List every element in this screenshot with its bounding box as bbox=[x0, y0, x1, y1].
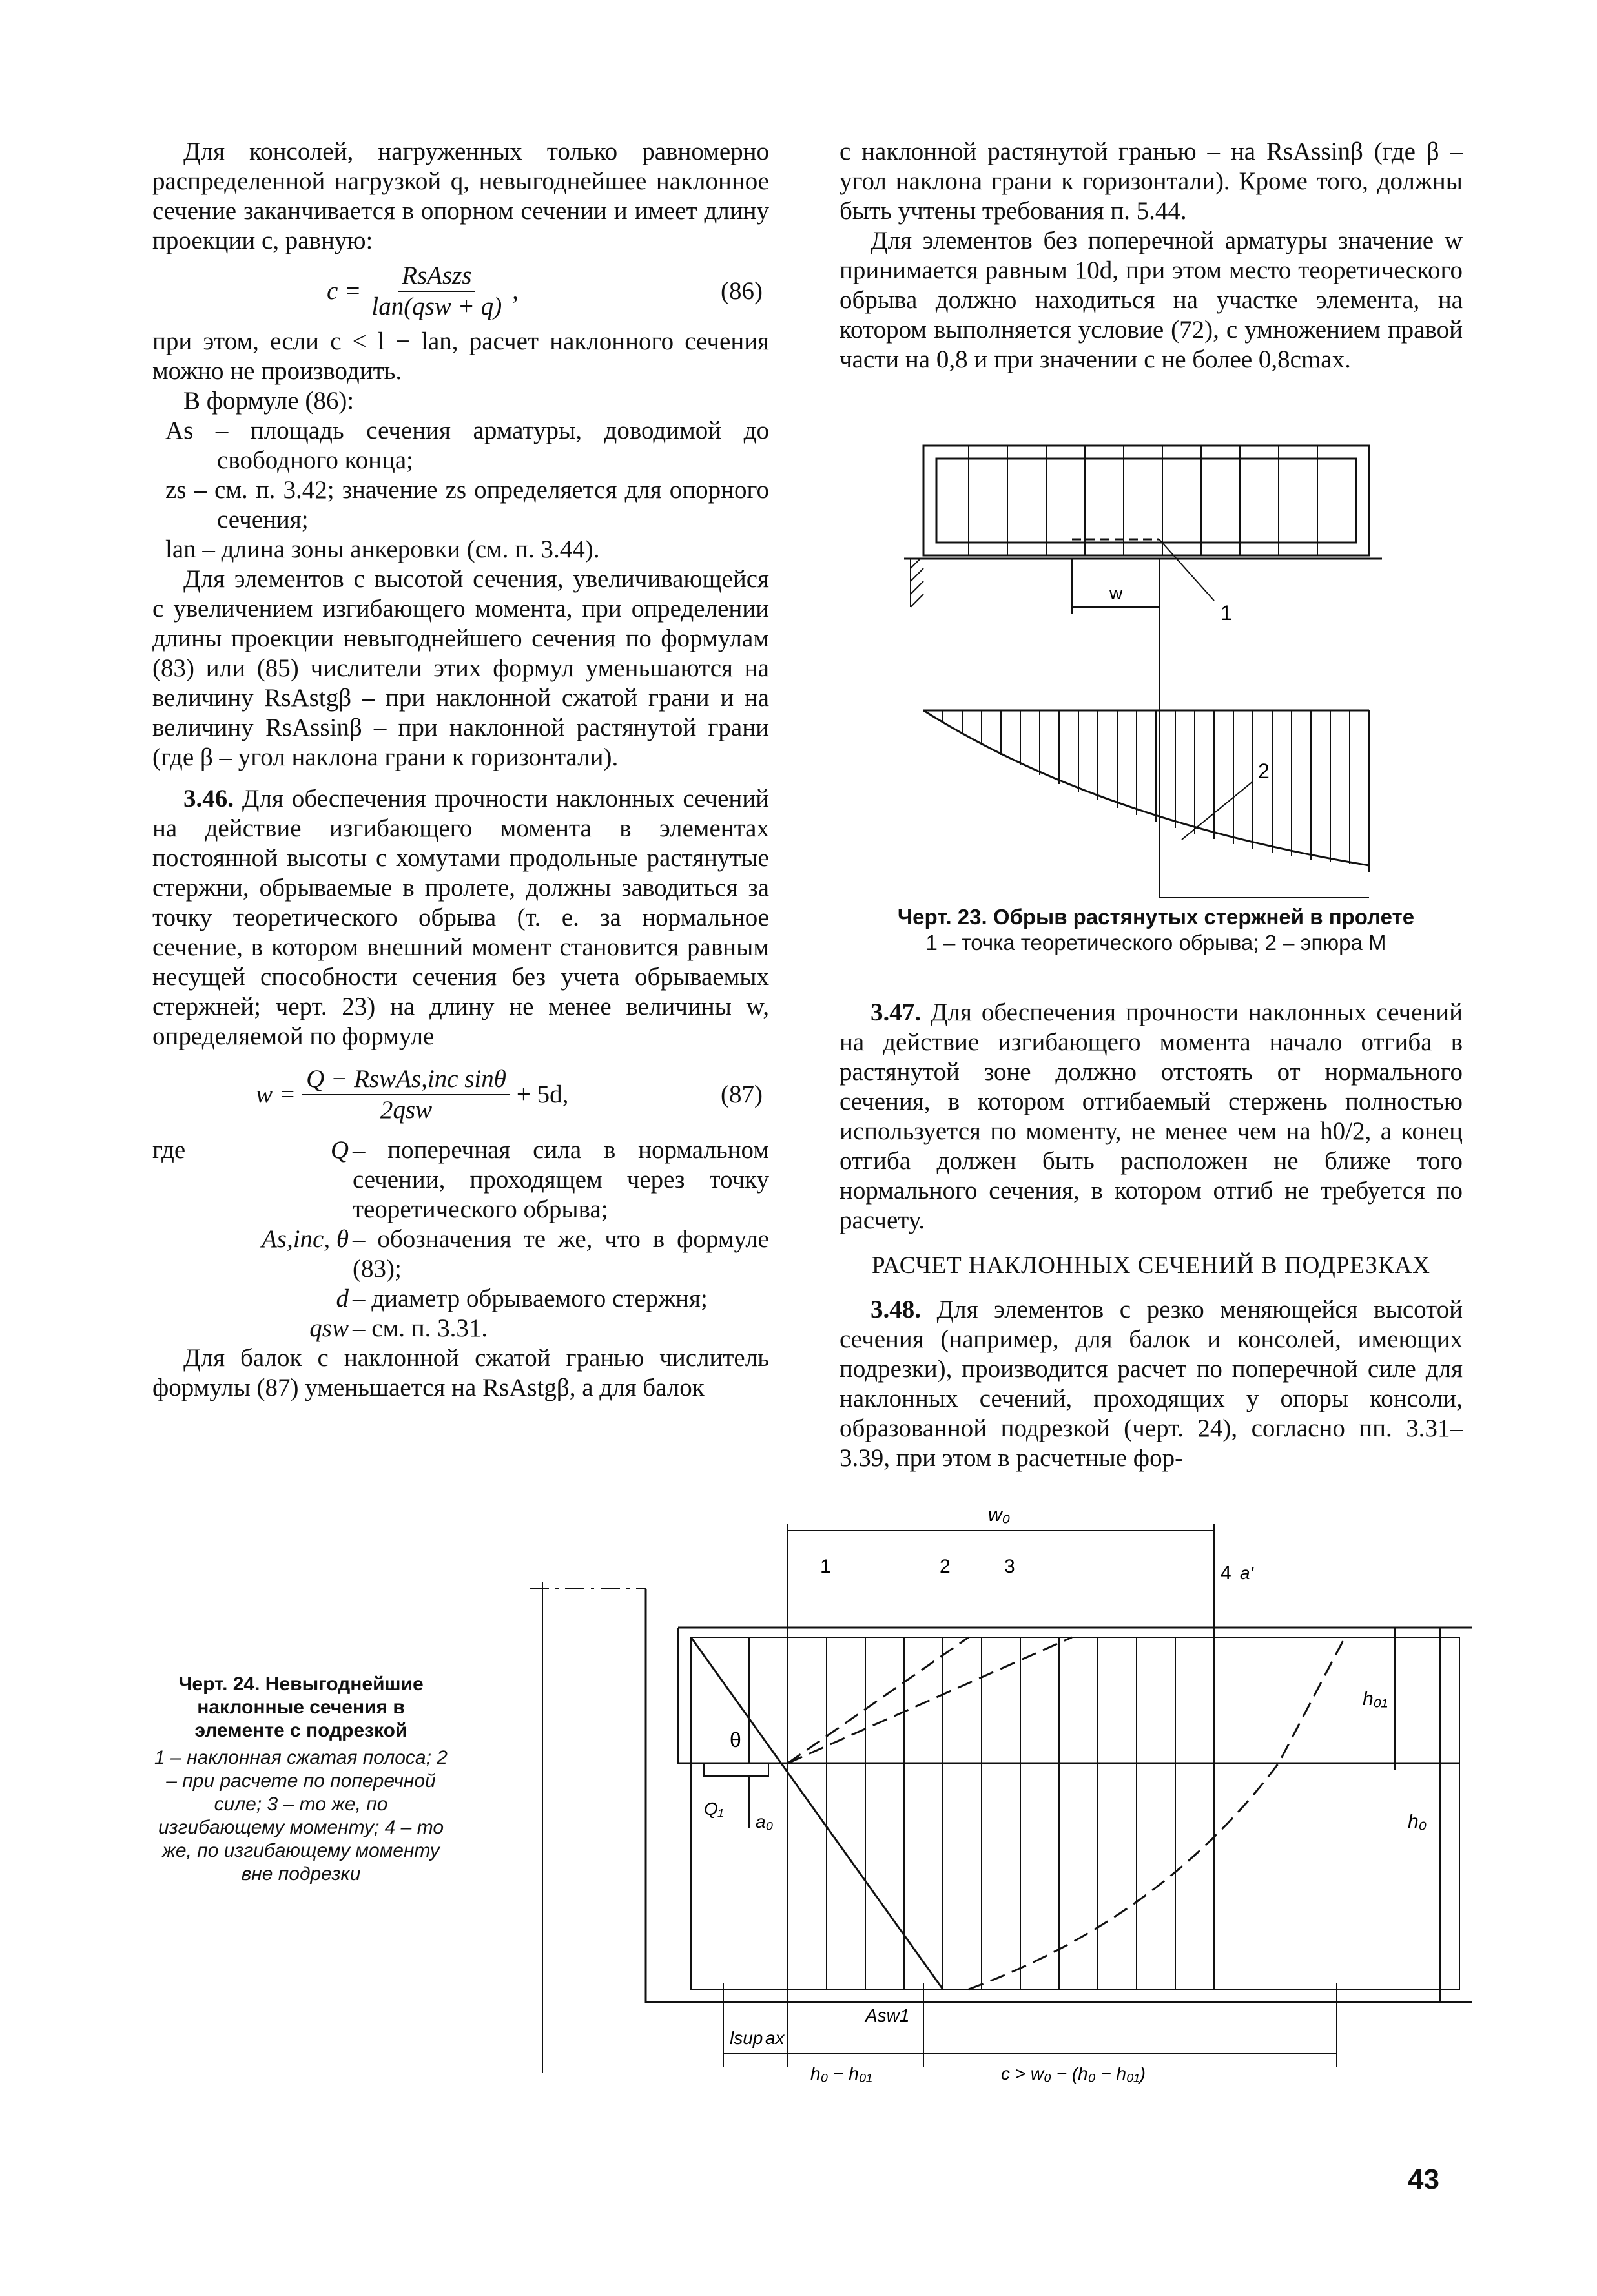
formula-number: (86) bbox=[721, 277, 763, 305]
label-a-prime: a' bbox=[1240, 1563, 1253, 1583]
label-Asw1: Asw1 bbox=[865, 2005, 910, 2025]
compressed-strut bbox=[691, 1637, 943, 1989]
label-lsup: lsup bbox=[730, 2028, 763, 2048]
where-text: – диаметр обрываемого стержня; bbox=[353, 1285, 708, 1312]
label-1: 1 bbox=[820, 1556, 831, 1577]
paragraph: при этом, если c < l − lan, расчет наклонного сечения можно не производить. bbox=[152, 327, 769, 385]
formula-86 bbox=[152, 261, 769, 322]
section-4 bbox=[969, 1640, 1343, 1989]
label-h0-h01: h₀ − h₀₁ bbox=[810, 2063, 872, 2084]
label-h0: h₀ bbox=[1408, 1811, 1427, 1832]
label-w: w bbox=[1109, 583, 1123, 603]
leader-2 bbox=[1182, 781, 1253, 840]
paragraph-3-47 bbox=[840, 998, 1463, 1236]
where-text: – поперечная сила в нормальном сечении, проходящем через точку теоретического обрыва; bbox=[353, 1136, 769, 1223]
section-heading: РАСЧЕТ НАКЛОННЫХ СЕЧЕНИЙ В ПОДРЕЗКАХ bbox=[872, 1252, 1430, 1279]
support bbox=[911, 559, 923, 607]
label-c: c > w₀ − (h₀ − h₀₁) bbox=[1001, 2063, 1146, 2084]
formula-lhs: c = bbox=[327, 277, 362, 305]
paragraph: Для элементов без поперечной арматуры значение w принимается равным 10d, при этом место теоретического обрыва должно находиться на участке элемента, на котором выполняется условие (72), с умножением правой части на 0,8 и при значении c не более 0,8cmax. bbox=[840, 227, 1463, 373]
formula-tail: + 5d, bbox=[516, 1081, 569, 1108]
label-a0: a₀ bbox=[756, 1812, 774, 1832]
section-3 bbox=[788, 1637, 1072, 1763]
formula-87 bbox=[152, 1064, 769, 1125]
definition-item: lan – длина зоны анкеровки (см. п. 3.44). bbox=[165, 535, 600, 563]
clause-number: 3.47. bbox=[871, 998, 921, 1026]
clause-text: Для обеспечения прочности наклонных сечений на действие изгибающего момента в элементах постоянной высоты с хомутами продольные растянутые стержни, обрываемые в пролете, должны заводиться за точку теоретического обрыва (т. е. за нормальное сечение, в котором внешний момент становится равным несущей способности сечения без учета обрываемых стержней; черт. 23) на длину не менее величины w, определяемой по формуле bbox=[152, 785, 769, 1050]
paragraph: Для консолей, нагруженных только равномерно распределенной нагрузкой q, невыгоднейшее наклонное сечение заканчивается в опорном сечении и имеет длину проекции c, равную: bbox=[152, 138, 769, 254]
where-text: – см. п. 3.31. bbox=[353, 1314, 488, 1342]
figure-23 bbox=[904, 420, 1421, 898]
formula-lhs: w = bbox=[256, 1081, 296, 1108]
paragraph: Для балок с наклонной сжатой гранью числитель формулы (87) уменьшается на RsAstgβ, а для балок bbox=[152, 1344, 769, 1401]
right-column-lower bbox=[840, 998, 1463, 1473]
paragraph: В формуле (86): bbox=[183, 387, 355, 415]
label-w0: w₀ bbox=[988, 1505, 1011, 1525]
caption-text: 1 – точка теоретического обрыва; 2 – эпюра M bbox=[925, 931, 1386, 955]
where-label: где bbox=[152, 1136, 186, 1164]
fraction bbox=[367, 261, 506, 322]
paragraph-3-48 bbox=[840, 1295, 1463, 1473]
label-3: 3 bbox=[1004, 1556, 1015, 1577]
paragraph: Для элементов с высотой сечения, увеличивающейся с увеличением изгибающего момента, при определении длины проекции невыгоднейшего сечения по формулам (83) или (85) числители этих формул уменьшаются на величину RsAstgβ – при наклонной сжатой грани и на величину RsAssinβ – при наклонной растянутой грани (где β – угол наклона грани к горизонтали). bbox=[152, 565, 769, 771]
figure-24-caption bbox=[152, 1673, 449, 1886]
section-2 bbox=[788, 1637, 969, 1763]
label-theta: θ bbox=[730, 1728, 741, 1752]
where-text: – обозначения те же, что в формуле (83); bbox=[353, 1225, 769, 1283]
stirrups bbox=[749, 1637, 1214, 1989]
caption-title: Черт. 23. Обрыв растянутых стержней в пролете bbox=[897, 905, 1415, 929]
where-symbol: d bbox=[336, 1285, 349, 1312]
formula-tail: , bbox=[512, 277, 519, 305]
left-column bbox=[152, 137, 769, 1403]
fraction bbox=[302, 1064, 510, 1125]
where-symbol: As,inc, θ bbox=[261, 1225, 349, 1253]
where-symbol: Q bbox=[330, 1136, 349, 1164]
label-4: 4 bbox=[1221, 1562, 1231, 1584]
formula-number: (87) bbox=[721, 1081, 763, 1108]
denominator: lan(qsw + q) bbox=[371, 293, 502, 320]
diagram-hatch bbox=[943, 710, 1350, 864]
paragraph-3-46 bbox=[152, 784, 769, 1051]
figure-23-caption bbox=[891, 904, 1421, 956]
denominator: 2qsw bbox=[380, 1096, 433, 1124]
moment-curve bbox=[923, 710, 1369, 865]
caption-title: Черт. 24. Невыгоднейшие наклонные сечения в элементе с подрезкой bbox=[178, 1673, 424, 1741]
paragraph: с наклонной растянутой гранью – на RsAssinβ (где β – угол наклона грани к горизонтали). Кроме того, должны быть учтены требования п. 5.44. bbox=[840, 138, 1463, 225]
caption-text: 1 – наклонная сжатая полоса; 2 – при расчете по поперечной силе; 3 – то же, по изгибающему моменту; 4 – то же, по изгибающему моменту вне подрезки bbox=[154, 1747, 448, 1885]
clause-text: Для обеспечения прочности наклонных сечений на действие изгибающего момента начало отгиба в растянутой зоне должно отстоять от нормального сечения, в котором отгибаемый стержень полностью используется по моменту, не менее чем на h0/2, а конец отгиба должен быть расположен не ближе того нормального сечения, в котором отгиб не требуется по расчету. bbox=[840, 998, 1463, 1234]
numerator: RsAszs bbox=[398, 261, 475, 292]
page-number: 43 bbox=[1408, 2164, 1439, 2195]
definition-item: zs – см. п. 3.42; значение zs определяется для опорного сечения; bbox=[165, 476, 769, 533]
label-1: 1 bbox=[1221, 601, 1232, 625]
where-symbol: qsw bbox=[309, 1314, 349, 1342]
clause-text: Для элементов с резко меняющейся высотой сечения (например, для балок и консолей, имеющих подрезки), производится расчет по поперечной силе для наклонных сечений, проходящих у опоры консоли, образованной подрезкой (черт. 24), согласно пп. 3.31–3.39, при этом в расчетные фор- bbox=[840, 1296, 1463, 1472]
leader-1 bbox=[1159, 539, 1214, 601]
label-2: 2 bbox=[1258, 760, 1270, 783]
right-column bbox=[840, 137, 1463, 375]
label-Q1: Q₁ bbox=[704, 1799, 724, 1819]
numerator: Q − RswAs,inc sinθ bbox=[302, 1064, 510, 1095]
reinforcement-cage bbox=[691, 1637, 1459, 1989]
clause-number: 3.46. bbox=[183, 785, 234, 812]
label-ax: ax bbox=[765, 2028, 785, 2048]
where-list bbox=[152, 1135, 769, 1343]
beam-inner bbox=[936, 459, 1356, 543]
figure-24 bbox=[517, 1505, 1472, 2086]
definition-item: As – площадь сечения арматуры, доводимой до свободного конца; bbox=[165, 417, 769, 474]
clause-number: 3.48. bbox=[871, 1296, 921, 1323]
label-2: 2 bbox=[940, 1556, 951, 1577]
label-h01: h₀₁ bbox=[1363, 1688, 1388, 1710]
support-plate bbox=[704, 1763, 768, 1776]
